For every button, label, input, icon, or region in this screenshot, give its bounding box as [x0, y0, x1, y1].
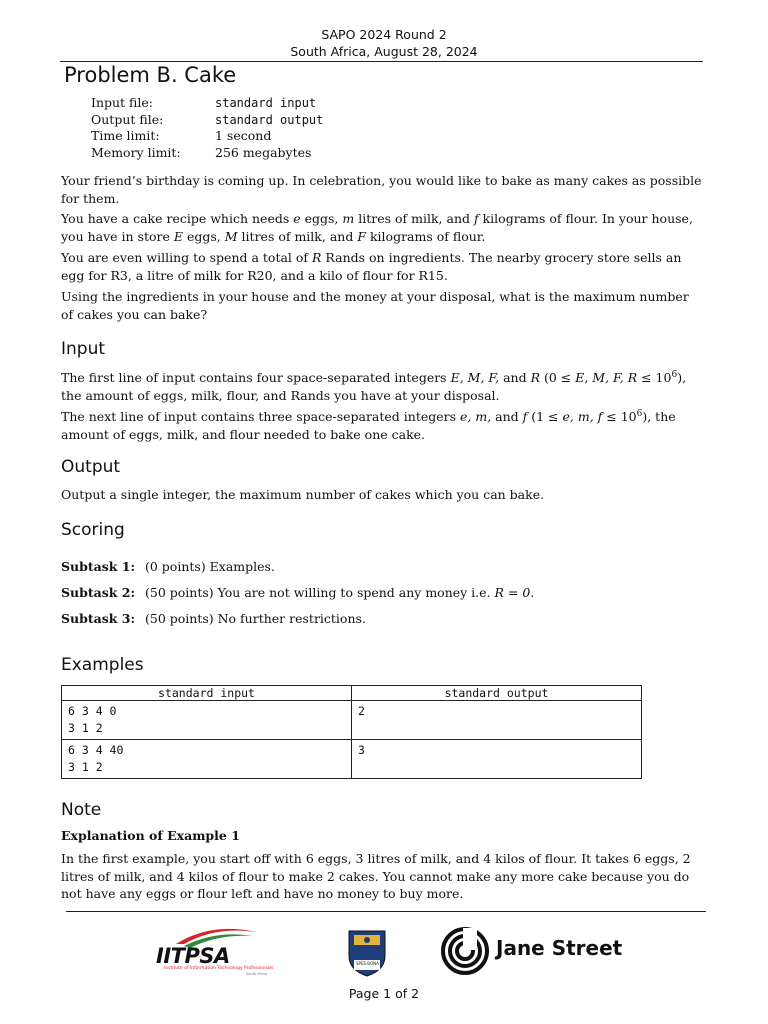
page-number: Page 1 of 2 — [348, 986, 420, 1001]
meta-value: 256 megabytes — [215, 144, 312, 160]
example-input: 6 3 4 0 3 1 2 — [62, 701, 352, 740]
output-heading: Output — [61, 457, 121, 477]
example-output: 2 — [352, 701, 642, 740]
statement-paragraph-3: You are even willing to spend a total of R Rands on ingredients. The nearby grocery store sells an egg for R3, a litre of milk for R20, and a kilo of flour for R15. — [61, 250, 682, 283]
subtask-1: Subtask 1: (0 points) Examples. — [61, 559, 275, 574]
header-rule — [60, 61, 703, 62]
meta-key: Memory limit: — [91, 144, 181, 160]
column-header-output: standard output — [352, 686, 642, 701]
iitpsa-logo: IITPSA Institute of Information Technology Professionals South Africa — [156, 924, 268, 978]
sponsor-logos — [150, 924, 630, 982]
examples-heading: Examples — [61, 655, 144, 675]
statement-paragraph-1: Your friend’s birthday is coming up. In celebration, you would like to bake as many cakes as possible for them. — [61, 173, 702, 206]
statement-paragraph-2: You have a cake recipe which needs e eggs, m litres of milk, and f kilograms of flour. In your house, you have in store E eggs, M litres of milk, and F kilograms of flour. — [61, 211, 693, 244]
note-subheading: Explanation of Example 1 — [61, 828, 240, 843]
problem-limits — [91, 95, 323, 161]
page-header — [0, 26, 768, 60]
note-heading: Note — [61, 800, 102, 820]
note-paragraph: In the first example, you start off with 6 eggs, 3 litres of milk, and 4 kilos of flour. It takes 6 eggs, 2 litres of milk, and 4 kilos of flour to make 2 cakes. You cannot make any more cake because you do not have any eggs or flour left and have no money to buy more. — [61, 851, 691, 901]
footer-rule — [66, 911, 706, 912]
jane-street-rings-icon — [440, 926, 490, 976]
input-heading: Input — [61, 339, 106, 359]
subtask-3: Subtask 3: (50 points) No further restrictions. — [61, 611, 366, 626]
meta-key: Output file: — [91, 111, 164, 127]
input-paragraph-2: The next line of input contains three space-separated integers e, m, and f (1 ≤ e, m, $f \le 10^6$), the amount of eggs, milk, and flour needed to bake one cake. — [61, 409, 676, 442]
meta-value: standard input — [215, 96, 317, 110]
contest-name: SAPO 2024 Round 2 — [321, 27, 447, 42]
problem-title: Problem B. Cake — [64, 63, 237, 87]
examples-table — [61, 685, 642, 779]
example-output: 3 — [352, 740, 642, 779]
crest-icon — [346, 928, 388, 978]
statement-paragraph-4: Using the ingredients in your house and the money at your disposal, what is the maximum number of cakes you can bake? — [61, 289, 689, 322]
jane-street-logo: Jane Street — [440, 926, 640, 978]
output-paragraph: Output a single integer, the maximum number of cakes which you can bake. — [61, 487, 545, 502]
university-crest-logo: SPES BONA — [346, 928, 388, 978]
scoring-heading: Scoring — [61, 520, 125, 540]
table-row — [62, 701, 642, 740]
contest-location-date: South Africa, August 28, 2024 — [290, 44, 478, 59]
column-header-input: standard input — [62, 686, 352, 701]
meta-value: standard output — [215, 112, 324, 127]
table-row — [62, 740, 642, 779]
example-input: 6 3 4 40 3 1 2 — [62, 740, 352, 779]
meta-key: Input file: — [91, 95, 153, 110]
input-paragraph-1: The first line of input contains four space-separated integers E, M, F, and R (0 ≤ E, M, F, $R \le 10^6$), the amount of eggs, milk, flour, and Rands you have at your disposal. — [61, 370, 687, 403]
meta-key: Time limit: — [91, 128, 160, 143]
subtask-2: Subtask 2: (50 points) You are not willing to spend any money i.e. R = 0. — [61, 585, 535, 600]
meta-value: 1 second — [215, 128, 272, 143]
